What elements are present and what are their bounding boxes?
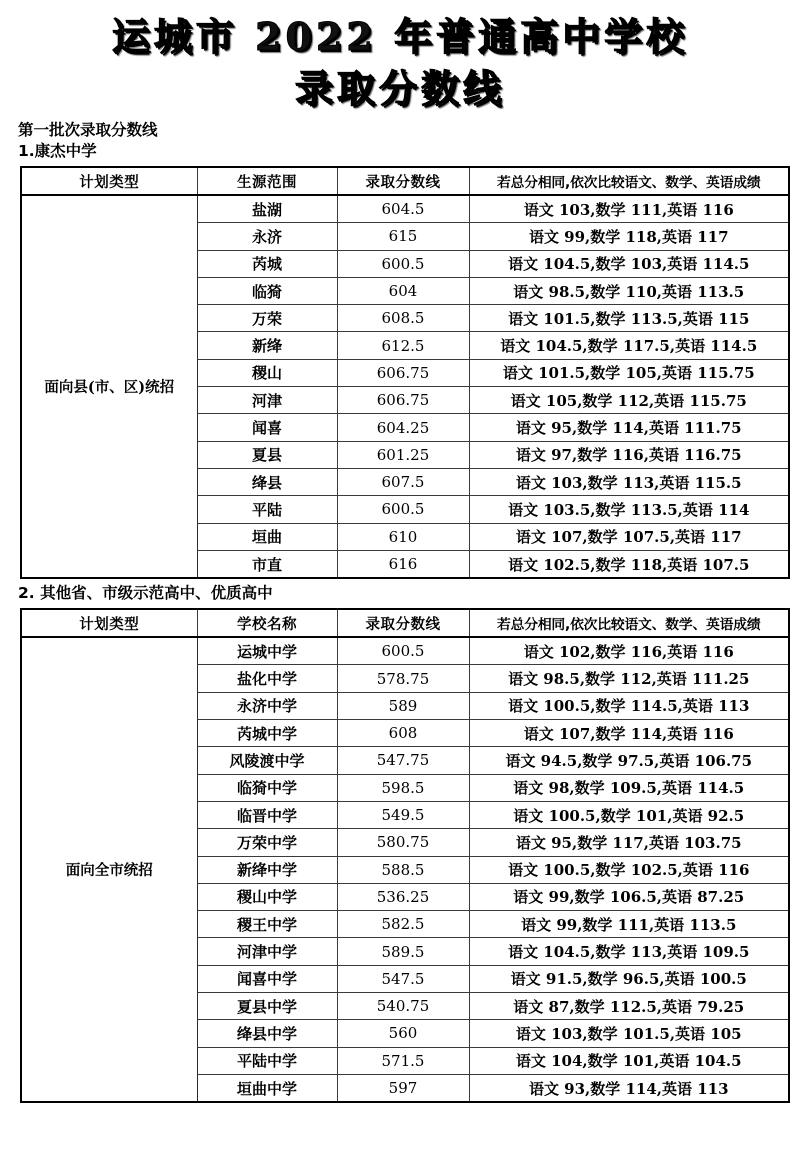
table2-name-cell: 绛县中学 bbox=[197, 1020, 337, 1047]
table2-name-cell: 万荣中学 bbox=[197, 829, 337, 856]
table2-score-cell: 547.5 bbox=[337, 965, 469, 992]
table1-detail-cell: 语文 103,数学 111,英语 116 bbox=[469, 195, 789, 223]
table2-name-cell: 新绛中学 bbox=[197, 856, 337, 883]
table2-score-cell: 582.5 bbox=[337, 911, 469, 938]
sub-heading-kangjie: 1.康杰中学 bbox=[18, 142, 97, 160]
score-table-kangjie bbox=[20, 166, 790, 579]
table2-header-row bbox=[21, 609, 789, 637]
table2-score-cell: 589.5 bbox=[337, 938, 469, 965]
table1-score-cell: 616 bbox=[337, 550, 469, 578]
table-row bbox=[21, 195, 789, 223]
table1-name-cell: 垣曲 bbox=[197, 523, 337, 550]
table1-score-cell: 615 bbox=[337, 223, 469, 250]
table2-detail-cell: 语文 104.5,数学 113,英语 109.5 bbox=[469, 938, 789, 965]
table1-name-cell: 芮城 bbox=[197, 250, 337, 277]
table1-detail-cell: 语文 98.5,数学 110,英语 113.5 bbox=[469, 277, 789, 304]
title-line-2: 录取分数线 bbox=[294, 66, 505, 111]
table2-score-cell: 578.75 bbox=[337, 665, 469, 692]
table2-score-cell: 588.5 bbox=[337, 856, 469, 883]
table2-score-cell: 547.75 bbox=[337, 747, 469, 774]
table1-header-region: 生源范围 bbox=[197, 167, 337, 195]
table2-detail-cell: 语文 107,数学 114,英语 116 bbox=[469, 720, 789, 747]
table2-name-cell: 闻喜中学 bbox=[197, 965, 337, 992]
table1-score-cell: 606.75 bbox=[337, 359, 469, 386]
score-table-other-schools bbox=[20, 608, 790, 1103]
table-row bbox=[21, 637, 789, 665]
table2-detail-cell: 语文 98,数学 109.5,英语 114.5 bbox=[469, 774, 789, 801]
table1-name-cell: 新绛 bbox=[197, 332, 337, 359]
table1-score-cell: 608.5 bbox=[337, 305, 469, 332]
table1-detail-cell: 语文 104.5,数学 103,英语 114.5 bbox=[469, 250, 789, 277]
table1-body bbox=[21, 195, 789, 578]
table1-score-cell: 600.5 bbox=[337, 250, 469, 277]
table1-plan-type-cell: 面向县(市、区)统招 bbox=[21, 195, 197, 578]
table2-header-score: 录取分数线 bbox=[337, 609, 469, 637]
table2-detail-cell: 语文 98.5,数学 112,英语 111.25 bbox=[469, 665, 789, 692]
table1-detail-cell: 语文 103,数学 113,英语 115.5 bbox=[469, 468, 789, 495]
section-heading-first-batch: 第一批次录取分数线 bbox=[18, 121, 158, 139]
table1-header-detail: 若总分相同,依次比较语文、数学、英语成绩 bbox=[469, 167, 789, 195]
table1-name-cell: 稷山 bbox=[197, 359, 337, 386]
table2-detail-cell: 语文 95,数学 117,英语 103.75 bbox=[469, 829, 789, 856]
table1-detail-cell: 语文 107,数学 107.5,英语 117 bbox=[469, 523, 789, 550]
table2-header-school: 学校名称 bbox=[197, 609, 337, 637]
table1-detail-cell: 语文 103.5,数学 113.5,英语 114 bbox=[469, 496, 789, 523]
table1-detail-cell: 语文 99,数学 118,英语 117 bbox=[469, 223, 789, 250]
table2-score-cell: 549.5 bbox=[337, 801, 469, 828]
table1-header-score: 录取分数线 bbox=[337, 167, 469, 195]
table2-name-cell: 永济中学 bbox=[197, 692, 337, 719]
table2-score-cell: 571.5 bbox=[337, 1047, 469, 1074]
table1-detail-cell: 语文 104.5,数学 117.5,英语 114.5 bbox=[469, 332, 789, 359]
table2-name-cell: 稷山中学 bbox=[197, 883, 337, 910]
table2-score-cell: 560 bbox=[337, 1020, 469, 1047]
table2-detail-cell: 语文 87,数学 112.5,英语 79.25 bbox=[469, 993, 789, 1020]
table2-detail-cell: 语文 93,数学 114,英语 113 bbox=[469, 1074, 789, 1102]
table2-name-cell: 芮城中学 bbox=[197, 720, 337, 747]
table1-name-cell: 绛县 bbox=[197, 468, 337, 495]
table2-body bbox=[21, 637, 789, 1102]
table2-score-cell: 589 bbox=[337, 692, 469, 719]
title-line-1: 运城市 2022 年普通高中学校 bbox=[111, 14, 689, 59]
table1-name-cell: 闻喜 bbox=[197, 414, 337, 441]
table2-name-cell: 平陆中学 bbox=[197, 1047, 337, 1074]
table1-name-cell: 平陆 bbox=[197, 496, 337, 523]
table2-detail-cell: 语文 91.5,数学 96.5,英语 100.5 bbox=[469, 965, 789, 992]
table1-score-cell: 604.5 bbox=[337, 195, 469, 223]
table2-score-cell: 597 bbox=[337, 1074, 469, 1102]
table1-detail-cell: 语文 97,数学 116,英语 116.75 bbox=[469, 441, 789, 468]
table1-detail-cell: 语文 101.5,数学 105,英语 115.75 bbox=[469, 359, 789, 386]
table2-detail-cell: 语文 99,数学 106.5,英语 87.25 bbox=[469, 883, 789, 910]
table1-detail-cell: 语文 95,数学 114,英语 111.75 bbox=[469, 414, 789, 441]
table1-name-cell: 市直 bbox=[197, 550, 337, 578]
table1-name-cell: 永济 bbox=[197, 223, 337, 250]
table2-name-cell: 临猗中学 bbox=[197, 774, 337, 801]
table2-score-cell: 608 bbox=[337, 720, 469, 747]
table1-score-cell: 610 bbox=[337, 523, 469, 550]
table1-score-cell: 604.25 bbox=[337, 414, 469, 441]
sub-heading-other-schools: 2. 其他省、市级示范高中、优质高中 bbox=[18, 584, 273, 603]
table1-score-cell: 604 bbox=[337, 277, 469, 304]
table2-score-cell: 540.75 bbox=[337, 993, 469, 1020]
table2-name-cell: 稷王中学 bbox=[197, 911, 337, 938]
table2-detail-cell: 语文 102,数学 116,英语 116 bbox=[469, 637, 789, 665]
document-title bbox=[0, 0, 800, 114]
table2-name-cell: 运城中学 bbox=[197, 637, 337, 665]
table2-name-cell: 盐化中学 bbox=[197, 665, 337, 692]
table1-name-cell: 盐湖 bbox=[197, 195, 337, 223]
table1-score-cell: 600.5 bbox=[337, 496, 469, 523]
table2-name-cell: 临晋中学 bbox=[197, 801, 337, 828]
table2-detail-cell: 语文 100.5,数学 101,英语 92.5 bbox=[469, 801, 789, 828]
table1-detail-cell: 语文 101.5,数学 113.5,英语 115 bbox=[469, 305, 789, 332]
table2-score-cell: 600.5 bbox=[337, 637, 469, 665]
table2-detail-cell: 语文 100.5,数学 102.5,英语 116 bbox=[469, 856, 789, 883]
table2-name-cell: 夏县中学 bbox=[197, 993, 337, 1020]
table1-score-cell: 606.75 bbox=[337, 387, 469, 414]
table2-detail-cell: 语文 94.5,数学 97.5,英语 106.75 bbox=[469, 747, 789, 774]
table2-plan-type-cell: 面向全市统招 bbox=[21, 637, 197, 1102]
table2-detail-cell: 语文 103,数学 101.5,英语 105 bbox=[469, 1020, 789, 1047]
table2-header-plan-type: 计划类型 bbox=[21, 609, 197, 637]
table1-score-cell: 612.5 bbox=[337, 332, 469, 359]
table2-score-cell: 580.75 bbox=[337, 829, 469, 856]
table1-name-cell: 万荣 bbox=[197, 305, 337, 332]
table1-name-cell: 夏县 bbox=[197, 441, 337, 468]
table2-header-detail: 若总分相同,依次比较语文、数学、英语成绩 bbox=[469, 609, 789, 637]
table2-detail-cell: 语文 104,数学 101,英语 104.5 bbox=[469, 1047, 789, 1074]
table2-name-cell: 风陵渡中学 bbox=[197, 747, 337, 774]
table1-header-row bbox=[21, 167, 789, 195]
table1-score-cell: 601.25 bbox=[337, 441, 469, 468]
table2-name-cell: 河津中学 bbox=[197, 938, 337, 965]
table2-detail-cell: 语文 100.5,数学 114.5,英语 113 bbox=[469, 692, 789, 719]
table1-detail-cell: 语文 102.5,数学 118,英语 107.5 bbox=[469, 550, 789, 578]
table1-detail-cell: 语文 105,数学 112,英语 115.75 bbox=[469, 387, 789, 414]
table1-name-cell: 河津 bbox=[197, 387, 337, 414]
table2-score-cell: 598.5 bbox=[337, 774, 469, 801]
table2-detail-cell: 语文 99,数学 111,英语 113.5 bbox=[469, 911, 789, 938]
table1-score-cell: 607.5 bbox=[337, 468, 469, 495]
table1-header-plan-type: 计划类型 bbox=[21, 167, 197, 195]
table2-score-cell: 536.25 bbox=[337, 883, 469, 910]
table2-name-cell: 垣曲中学 bbox=[197, 1074, 337, 1102]
table1-name-cell: 临猗 bbox=[197, 277, 337, 304]
